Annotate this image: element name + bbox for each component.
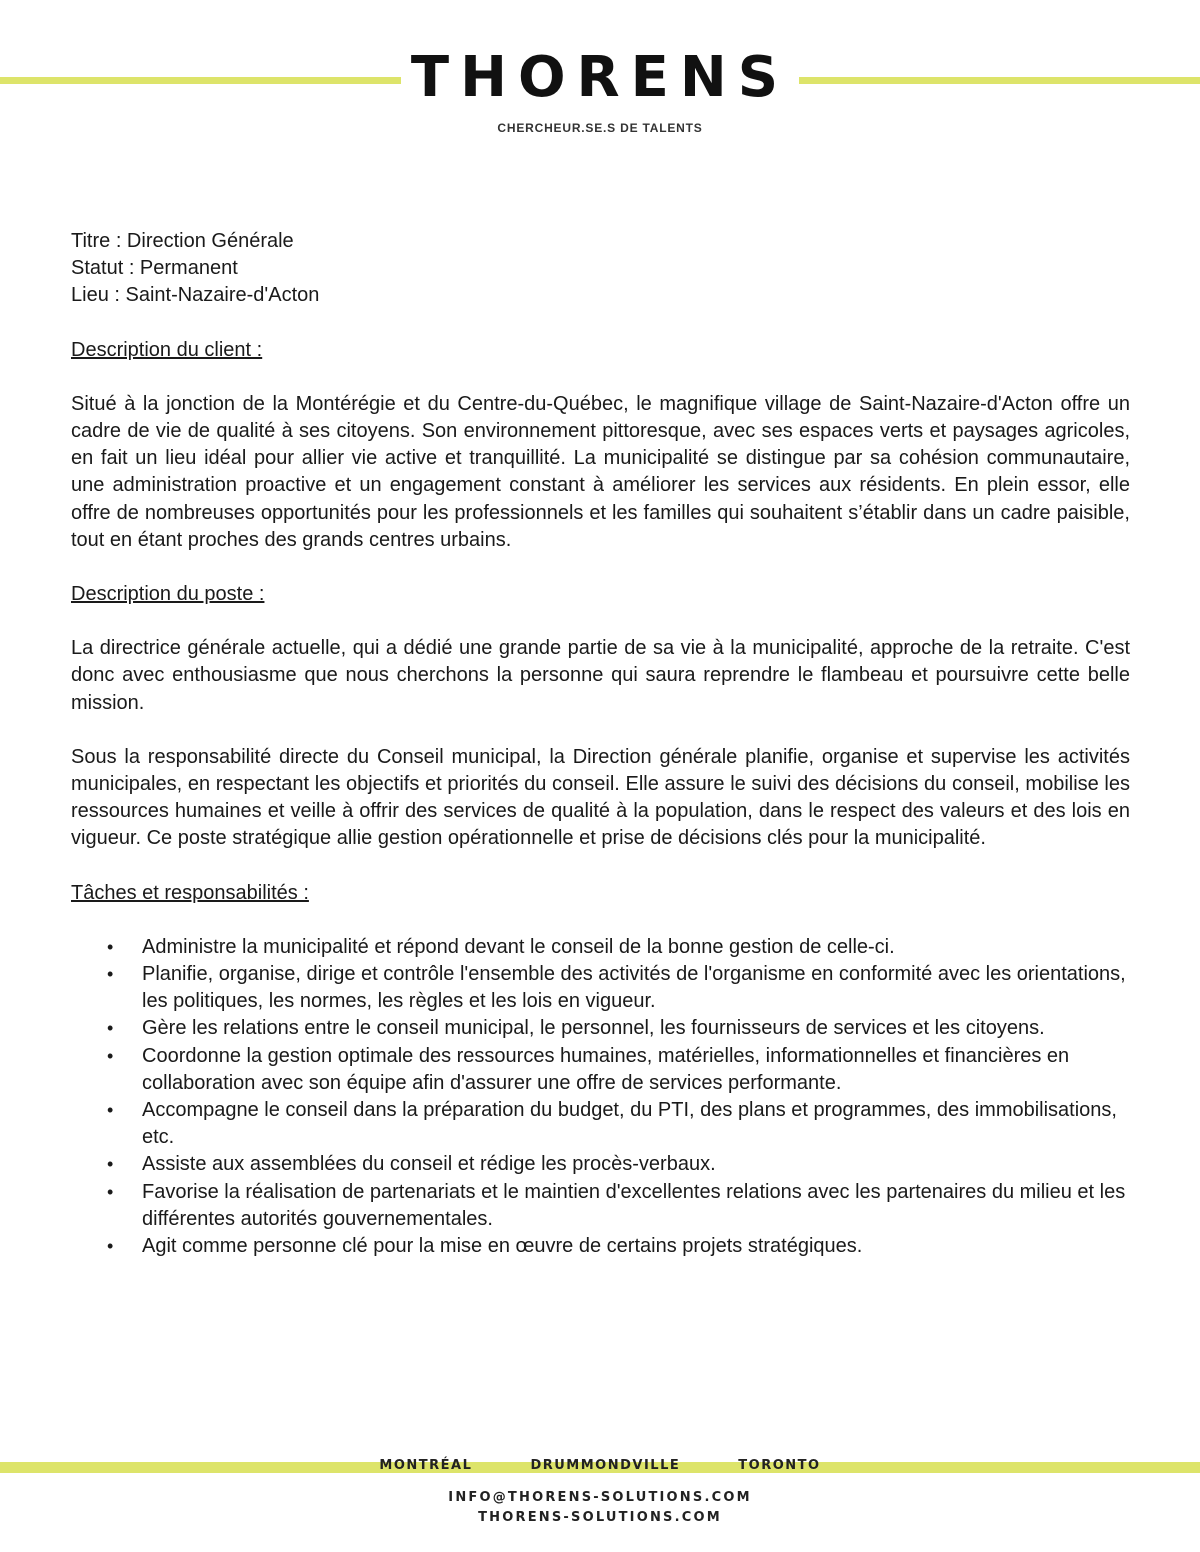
position-heading: Description du poste : bbox=[71, 583, 265, 606]
bullet-icon: • bbox=[107, 1018, 114, 1039]
tasks-heading: Tâches et responsabilités : bbox=[71, 881, 309, 904]
contact-website[interactable]: THORENS-SOLUTIONS.COM bbox=[478, 1510, 722, 1525]
tagline: CHERCHEUR.SE.S DE TALENTS bbox=[497, 121, 703, 135]
logo bbox=[0, 46, 1200, 110]
position-paragraph-1: La directrice générale actuelle, qui a dédié une grande partie de sa vie à la municipalité, approche de la retraite. C'est donc avec enthousiasme que nous cherchons la personne qui saura reprendre le flambeau et poursuivre cette belle mission. bbox=[71, 637, 1130, 714]
position-paragraph-2: Sous la responsabilité directe du Conseil municipal, la Direction générale planifie, organise et supervise les activités municipales, en respectant les objectifs et priorités du conseil. Elle assure le suivi des décisions du conseil, mobilise les ressources humaines et veille à offrir des services de qualité à la population, dans le respect des valeurs et des lois en vigueur. Ce poste stratégique allie gestion opérationnelle et prise de décisions clés pour la municipalité. bbox=[71, 745, 1130, 850]
logo-wordmark: THORENS bbox=[401, 46, 799, 110]
task-text: Planifie, organise, dirige et contrôle l'ensemble des activités de l'organisme en conformité avec les orientations, les politiques, les normes, les règles et les lois en vigueur. bbox=[142, 963, 1126, 1013]
bullet-icon: • bbox=[107, 936, 114, 957]
task-text: Agit comme personne clé pour la mise en œuvre de certains projets stratégiques. bbox=[142, 1235, 863, 1258]
list-item bbox=[71, 1151, 1130, 1178]
document-body bbox=[71, 228, 1130, 1260]
city-montreal: MONTRÉAL bbox=[379, 1458, 473, 1473]
task-text: Gère les relations entre le conseil municipal, le personnel, les fournisseurs de services et les citoyens. bbox=[142, 1017, 1045, 1040]
job-location: Lieu : Saint-Nazaire-d'Acton bbox=[71, 284, 320, 307]
bullet-icon: • bbox=[107, 1236, 114, 1257]
city-drummondville: DRUMMONDVILLE bbox=[530, 1458, 681, 1473]
contact-email[interactable]: INFO@THORENS-SOLUTIONS.COM bbox=[448, 1490, 752, 1505]
bullet-icon: • bbox=[107, 1045, 114, 1066]
job-title: Titre : Direction Générale bbox=[71, 230, 294, 252]
bullet-icon: • bbox=[107, 964, 114, 985]
bullet-icon: • bbox=[107, 1154, 114, 1175]
client-description: Situé à la jonction de la Montérégie et du Centre-du-Québec, le magnifique village de Saint-Nazaire-d'Acton offre un cadre de vie de qualité à ses citoyens. Son environnement pittoresque, avec ses espaces verts et paysages agricoles, en fait un lieu idéal pour allier vie active et tranquillité. La municipalité se distingue par sa cohésion communautaire, une administration proactive et un engagement constant à améliorer les services aux résidents. En plein essor, elle offre de nombreuses opportunités pour les professionnels et les familles qui souhaitent s’établir dans un cadre paisible, tout en étant proches des grands centres urbains. bbox=[71, 392, 1130, 551]
list-item bbox=[71, 961, 1130, 1015]
client-heading: Description du client : bbox=[71, 338, 263, 361]
footer-contact bbox=[0, 1488, 1200, 1528]
tasks-list bbox=[71, 934, 1130, 1260]
footer-cities bbox=[0, 1458, 1200, 1473]
task-text: Favorise la réalisation de partenariats et le maintien d'excellentes relations avec les partenaires du milieu et les différentes autorités gouvernementales. bbox=[142, 1180, 1126, 1230]
list-item bbox=[71, 1015, 1130, 1042]
job-status: Statut : Permanent bbox=[71, 257, 238, 280]
list-item bbox=[71, 1233, 1130, 1260]
bullet-icon: • bbox=[107, 1181, 114, 1202]
task-text: Accompagne le conseil dans la préparation du budget, du PTI, des plans et programmes, des immobilisations, etc. bbox=[142, 1099, 1117, 1149]
list-item bbox=[71, 934, 1130, 961]
list-item bbox=[71, 1043, 1130, 1097]
task-text: Coordonne la gestion optimale des ressources humaines, matérielles, informationnelles et financières en collaboration avec son équipe afin d'assurer une offre de services performante. bbox=[142, 1044, 1070, 1094]
city-toronto: TORONTO bbox=[738, 1458, 821, 1473]
task-text: Administre la municipalité et répond devant le conseil de la bonne gestion de celle-ci. bbox=[142, 935, 895, 958]
bullet-icon: • bbox=[107, 1100, 114, 1121]
list-item bbox=[71, 1097, 1130, 1151]
task-text: Assiste aux assemblées du conseil et rédige les procès-verbaux. bbox=[142, 1153, 716, 1176]
list-item bbox=[71, 1179, 1130, 1233]
